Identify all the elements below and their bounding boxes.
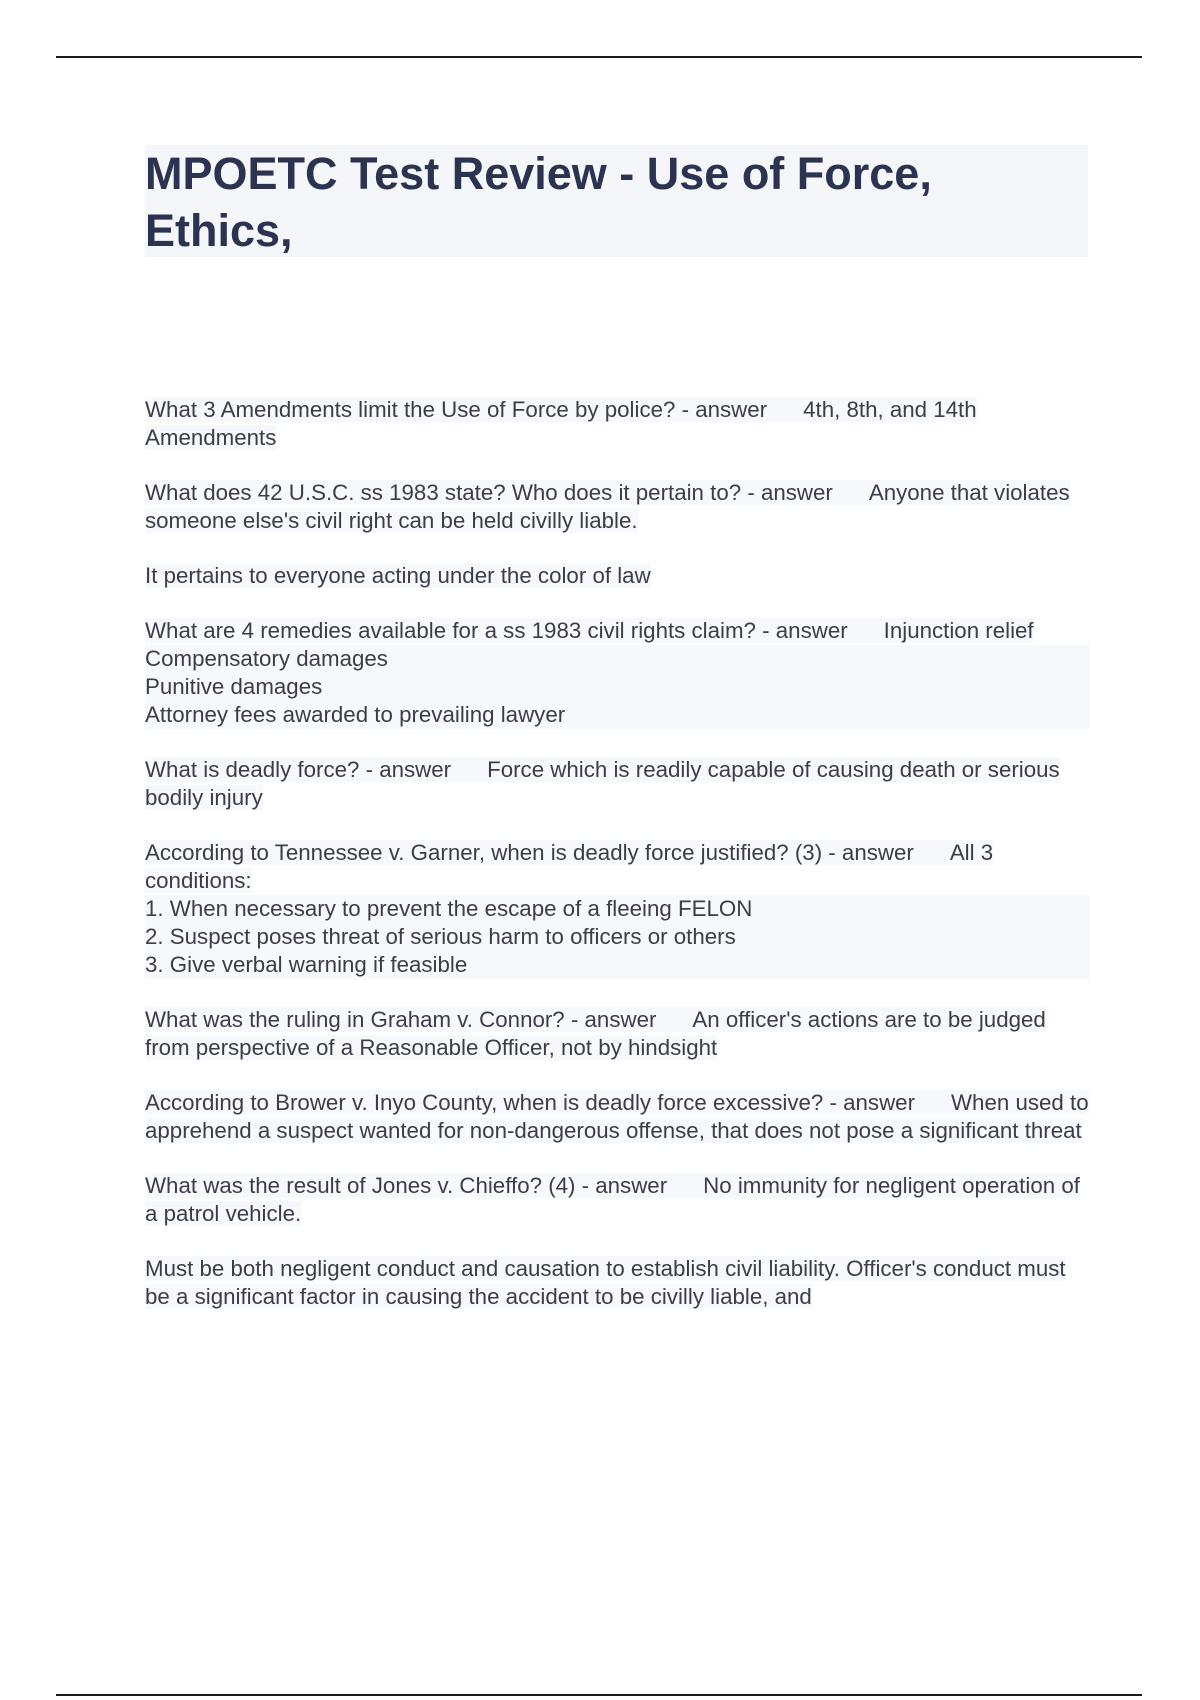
question-text: What are 4 remedies available for a ss 1983 civil rights claim? - answer <box>145 618 848 643</box>
answer-text: No immunity for negligent operation of a patrol vehicle. <box>145 1173 1080 1226</box>
qa-item <box>145 756 1090 812</box>
answer-text: Force which is readily capable of causing death or serious bodily injury <box>145 757 1060 810</box>
qa-item <box>145 562 1090 590</box>
answer-text: It pertains to everyone acting under the color of law <box>145 563 651 588</box>
question-text: According to Tennessee v. Garner, when is deadly force justified? (3) - answer <box>145 840 914 865</box>
bottom-rule <box>56 1694 1142 1696</box>
answer-line: Compensatory damages <box>145 645 1090 673</box>
answer-line: Attorney fees awarded to prevailing lawyer <box>145 701 1090 729</box>
answer-text: Must be both negligent conduct and causation to establish civil liability. Officer's conduct must be a significant factor in causing the accident to be civilly liable, and <box>145 1256 1066 1309</box>
answer-text: An officer's actions are to be judged from perspective of a Reasonable Officer, not by hindsight <box>145 1007 1046 1060</box>
answer-text: All 3 conditions: <box>145 840 994 893</box>
answer-line: Punitive damages <box>145 673 1090 701</box>
answer-line: 3. Give verbal warning if feasible <box>145 951 1090 979</box>
qa-item <box>145 1255 1090 1311</box>
document-title: MPOETC Test Review - Use of Force, Ethics, <box>145 148 932 256</box>
qa-list <box>145 396 1090 1338</box>
qa-item <box>145 617 1090 729</box>
answer-text: Anyone that violates someone else's civil right can be held civilly liable. <box>145 480 1070 533</box>
question-text: What was the result of Jones v. Chieffo? (4) - answer <box>145 1173 668 1198</box>
question-text: According to Brower v. Inyo County, when is deadly force excessive? - answer <box>145 1090 916 1115</box>
question-text: What does 42 U.S.C. ss 1983 state? Who does it pertain to? - answer <box>145 480 833 505</box>
question-text: What was the ruling in Graham v. Connor? - answer <box>145 1007 657 1032</box>
qa-item <box>145 1172 1090 1228</box>
answer-text: When used to apprehend a suspect wanted for non-dangerous offense, that does not pose a significant threat <box>145 1090 1089 1143</box>
answer-line: 2. Suspect poses threat of serious harm to officers or others <box>145 923 1090 951</box>
top-rule <box>56 56 1142 58</box>
answer-text: Injunction relief <box>883 618 1034 643</box>
qa-item <box>145 396 1090 452</box>
qa-item <box>145 479 1090 535</box>
question-text: What is deadly force? - answer <box>145 757 452 782</box>
qa-item <box>145 1006 1090 1062</box>
question-text: What 3 Amendments limit the Use of Force by police? - answer <box>145 397 768 422</box>
qa-item <box>145 839 1090 979</box>
answer-text: 4th, 8th, and 14th Amendments <box>145 397 977 450</box>
qa-item <box>145 1089 1090 1145</box>
answer-line: 1. When necessary to prevent the escape of a fleeing FELON <box>145 895 1090 923</box>
